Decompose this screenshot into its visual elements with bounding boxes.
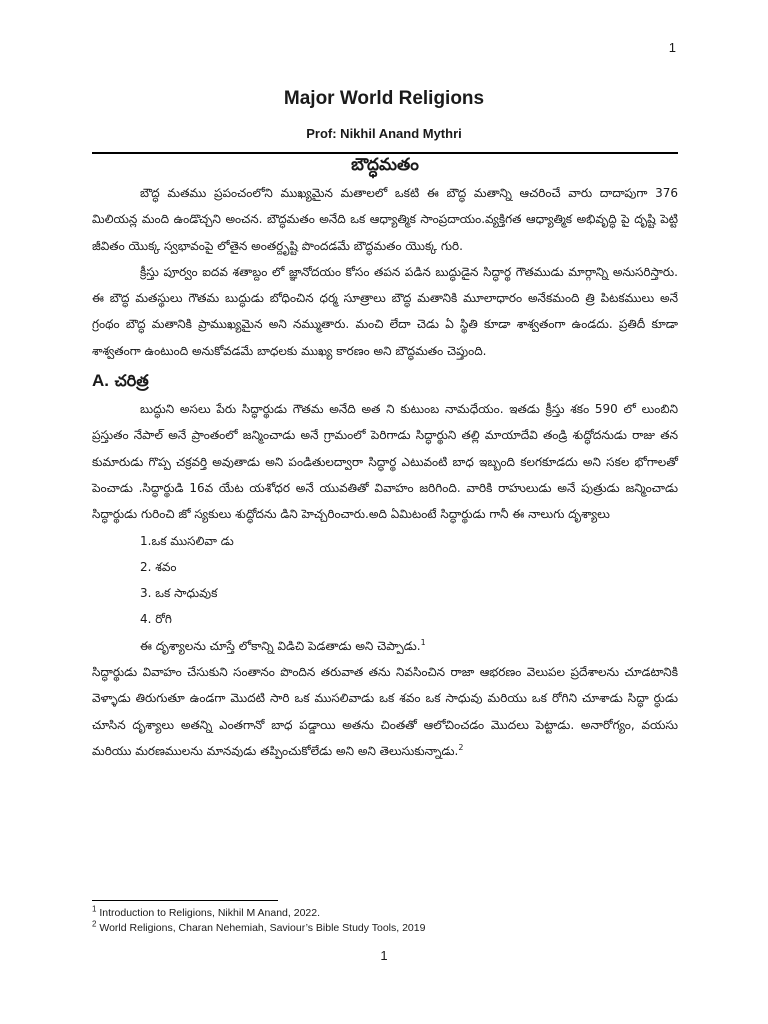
- footnote-text: Introduction to Religions, Nikhil M Anand, 2022.: [96, 907, 320, 919]
- footnote-text: World Religions, Charan Nehemiah, Saviour’s Bible Study Tools, 2019: [96, 922, 426, 934]
- footnote-mark: 1: [92, 904, 97, 914]
- renunciation-text: సిద్ధార్థుడు వివాహం చేసుకుని సంతానం పొందిన తరువాత తను నివసించిన రాజా ఆభరణం వెలుపల ప్రదేశాలను చూడటానికి వెళ్ళాడు తిరుగుతూ ఉండగా మొదటి సారి ఒక ముసలివాడు ఒక శవం ఒక సాధువు మరియు ఒక రోగిని చూశాడు సిద్ధా ర్ధుడు చూసిన దృశ్యాలు అతన్ని ఎంతగానో బాధ పడ్డాయి అతను చింతతో ఆలోచించడం మొదలు పెట్టాడు. అనారోగ్యం, వయసు మరియు మరణములను మానవుడు తప్పించుకోలేడు అని అని తెలుసుకున్నాడు.: [92, 665, 678, 758]
- intro-paragraph: బౌద్ధ మతము ప్రపంచంలోని ముఖ్యమైన మతాలలో ఒకటి ఈ బౌద్ధ మతాన్ని ఆచరించే వారు దాదాపుగా 376 మిలియన్ల మంది ఉండొచ్చని అంచన. బౌద్ధమతం అనేది ఒక ఆధ్యాత్మిక సాంప్రదాయం.వ్యక్తిగత ఆధ్యాత్మిక అభివృద్ధి పై దృష్టి పెట్టి జీవితం యొక్క స్వభావంపై లోతైన అంతర్దృష్టి పొందడమే బౌద్ధమతం యొక్క గురి.: [92, 186, 678, 253]
- footnote-ref-2[interactable]: 2: [458, 742, 464, 752]
- history-paragraph: బుద్ధుని అసలు పేరు సిద్ధార్థుడు గౌతమ అనేది అత ని కుటుంబ నామధేయం. ఇతడు క్రీస్తు శకం 590 లో లుంబిని ప్రస్తుతం నేపాల్ అనే ప్రాంతంలో జన్మించాడు అనే గ్రామంలో పెరిగాడు సిద్ధార్థుని తల్లి మాయాదేవి తండ్రి శుద్ధోదనుడు రాజు తన కుమారుడు గొప్ప చక్రవర్తి అవుతాడు అని పండితులద్వారా సిద్ధార్థ ఎటువంటి బాధ ఇబ్బంది కలగకూడదు అని సకల భోగాలతో పెంచాడు .సిద్ధార్థుడి 16వ యేట యశోధర అనే యువతితో వివాహం జరిగింది. వారికి రాహులుడు అనే పుత్రుడు జన్మించాడు సిద్ధార్థుడు గురించి జో స్యకులు శుద్ధోదను డిని హెచ్చరించారు.అది ఏమిటంటే సిద్ధార్థుడు గానీ ఈ నాలుగు దృశ్యాలు: [92, 402, 678, 522]
- section-heading: [92, 366, 678, 396]
- footnote-ref-1[interactable]: 1: [420, 637, 426, 647]
- document-body: [92, 150, 678, 764]
- section-letter: A.: [92, 371, 109, 391]
- section-title: చరిత్ర: [114, 371, 149, 391]
- footnotes: [92, 906, 678, 936]
- prophecy-text: ఈ దృశ్యాలను చూస్తే లోకాన్ని విడిచి పెడతాడు అని చెప్పాడు.: [140, 638, 421, 653]
- list-item: 1.ఒక ముసలివా డు: [140, 533, 234, 548]
- beliefs-paragraph: క్రీస్తు పూర్వం ఐదవ శతాబ్దం లో జ్ఞానోదయం కోసం తపన పడిన బుద్ధుడైన సిద్ధార్థ గౌతముడు మార్గాన్ని అనుసరిస్తారు. ఈ బౌద్ధ మతస్థులు గౌతమ బుద్ధుడు బోధించిన ధర్మ సూత్రాలు బౌద్ధ మతానికి మూలాధారం అనేకమంది త్రి పిటకములు అనే గ్రంథం బౌద్ధ మతానికి ప్రాముఖ్యమైన అని నమ్ముతారు. మంచి లేదా చెడు ఏ స్థితి కూడా శాశ్వతంగా ఉండదు. ప్రతిదీ కూడా శాశ్వతంగా ఉంటుంది అనుకోవడమే బాధలకు ముఖ్య కారణం అని బౌద్ధమతం చెప్తుంది.: [92, 264, 678, 358]
- footnote-mark: 2: [92, 919, 97, 929]
- footnote-separator: [92, 900, 278, 901]
- footnote-item: [92, 906, 678, 921]
- list-item: 3. ఒక సాధువుక: [140, 586, 218, 601]
- footer-page-number: 1: [380, 948, 388, 963]
- footnote-item: [92, 921, 678, 936]
- list-item: 2. శవం: [140, 559, 177, 574]
- renunciation-paragraph: [92, 659, 678, 764]
- prophecy-paragraph: [92, 633, 678, 659]
- header-page-number: 1: [668, 40, 676, 55]
- document-title: Major World Religions: [283, 88, 485, 109]
- chapter-heading: బౌద్ధమతం: [351, 155, 419, 175]
- author-line: Prof: Nikhil Anand Mythri: [306, 126, 462, 141]
- four-sights-list: [140, 528, 678, 633]
- list-item: 4. రోగి: [140, 612, 172, 627]
